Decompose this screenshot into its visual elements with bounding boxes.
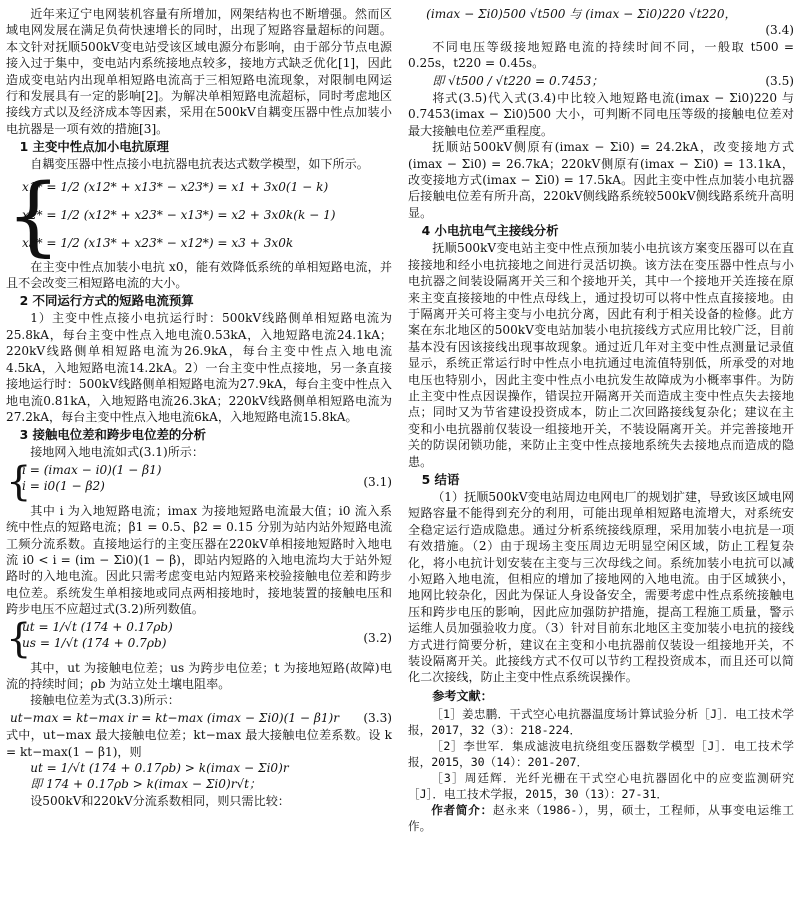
equation-3-3-body: ut−max = kt−max ir = kt−max (imax − Σi0)(1 − β1)r — [10, 710, 340, 725]
equation-3-1-line-b: i = i0(1 − β2) — [22, 479, 105, 494]
equation-3-2-line-a: ut = 1/√t (174 + 0.17ρb) — [22, 619, 173, 634]
right-column — [408, 6, 794, 834]
section-4-title: 4 小电抗电气主接线分析 — [421, 223, 559, 239]
section-3-paragraph-4: 接触电位差为式(3.3)所示： — [30, 693, 180, 708]
section-5-title: 5 结语 — [421, 471, 460, 487]
equation-3-5-body: 即 √t500 / √t220 = 0.7453； — [432, 73, 604, 88]
right-paragraph-2: 将式(3.5)代入式(3.4)中比较入地短路电流(imax − Σi0)220 与 0.7453(imax − Σi0)500 大小，可判断不同电压等级的接触电位差对最大接触电位差严重程度。 — [408, 91, 794, 138]
equation-x3: x3* = 1/2 (x13* + x23* − x12*) = x3 + 3x0k — [22, 235, 294, 250]
section-3-paragraph-2: 其中 i 为入地短路电流；imax 为接地短路电流最大值；i0 流入系统中性点的短路电流；β1 = 0.5、β2 = 0.15 分别为站内站外短路电流工频分流系数。直接地运行的主变压器在220kV单相接地短路时入地电流 i0 < i = (im − Σi0)(1 − β)，即站内短路的入地电流均大于站外短路时的入地电流。因此只需考虑变电站内短路来校验接触电位差和跨步电位差。系统发生单相接地或同点两相接地时，接地装置的接触电压和跨步电压不应超过式(3.2)所列数值。 — [6, 503, 392, 617]
equation-3-3 — [6, 710, 392, 726]
section-3-paragraph-6: 设500kV和220kV分流系数相同，则只需比较： — [30, 793, 290, 808]
section-3-paragraph-1: 接地网入地电流如式(3.1)所示： — [30, 445, 204, 460]
section-3-title: 3 接触电位差和跨步电位差的分析 — [19, 427, 207, 443]
section-1-title: 1 主变中性点加小电抗原理 — [19, 139, 169, 155]
author-info — [408, 802, 794, 834]
section-3-paragraph-3: 其中，ut 为接触电位差；us 为跨步电位差；t 为接地短路(故障)电流的持续时间；ρb 为站立处土壤电阻率。 — [6, 660, 392, 691]
equation-number: (3.1) — [363, 474, 392, 489]
section-2-title: 2 不同运行方式的短路电流预算 — [19, 293, 194, 309]
equation-3-1: { i = (imax − i0)(1 − β1) i = i0(1 − β2) (3.1) — [6, 458, 392, 505]
equation-number: (3.3) — [363, 710, 392, 725]
inequality-1: ut = 1/√t (174 + 0.17ρb) > k(imax − Σi0)r — [30, 761, 289, 775]
intro-paragraph: 近年来辽宁电网装机容量有所增加，网架结构也不断增强。然而区域电网发展在满足负荷快速增长的同时，出现了短路容量超标的问题。本文针对抚顺500kV变电站受该区域电源分布影响，由于部分节点电源接入过于集中，变电站内系统接地点较多，接地方式缺乏优化[1]，因此造成变电站内出现单相短路电流高于三相短路电流现象，对限制电网运行和发展具有一定的影响[2]。为解决单相短路电流超标，同时考虑地区接线方式以及经济成本等因素，采用在500kV自耦变压器中性点加装小电抗器是一项有效的措施[3]。 — [6, 7, 392, 136]
equation-number: (3.2) — [363, 631, 392, 646]
right-paragraph-1: 不同电压等级接地短路电流的持续时间不同，一般取 t500 = 0.25s，t220 = 0.45s。 — [408, 39, 794, 71]
references-title: 参考文献： — [432, 688, 493, 703]
equation-x2: x2* = 1/2 (x12* + x23* − x13*) = x2 + 3x0k(k − 1) — [22, 207, 336, 222]
equation-x1: x1* = 1/2 (x12* + x13* − x23*) = x1 + 3x0(1 − k) — [22, 179, 329, 194]
right-paragraph-3: 抚顺站500kV侧原有(imax − Σi0) = 24.2kA，改变接地方式(imax − Σi0) = 26.7kA；220kV侧原有(imax − Σi0) = 13.1kA，改变接地方式(imax − Σi0) = 17.5kA。因此主变中性点加装小电抗器后接触电位差有所升高，220kV侧线路系统较500kV侧线路系统升高明显。 — [408, 140, 794, 220]
equation-number: (3.5) — [765, 73, 794, 88]
reference-2: ［2］李世军．集成滤波电抗绕组变压器数学模型［J］．电工技术学报，2015，30（14）：201-207． — [408, 739, 794, 770]
equation-system-1 — [6, 165, 392, 266]
author-label: 作者简介： — [431, 803, 493, 818]
section-2-paragraph: 1）主变中性点接小电抗运行时：500kV线路侧单相短路电流为25.8kA，每台主变中性点入地电流0.53kA，入地短路电流24.1kA；220kV线路侧单相短路电流为26.9kA，每台主变中性点入地电流4.5kA，入地短路电流14.2kA。2）一台主变中性点接地，另一条直接接地运行时：500kV线路侧单相短路电流为27.9kA，每台主变中性点入地电流0.81kA，入地短路电流26.3kA；220kV线路侧单相短路电流为27.2kA，每台主变中性点入地电流6kA，入地短路电流15.8kA。 — [6, 311, 392, 424]
equation-3-1-line-a: i = (imax − i0)(1 − β1) — [22, 462, 162, 477]
reference-1: ［1］姜忠鹏．干式空心电抗器温度场计算试验分析［J］．电工技术学报，2017，32（3）：218-224． — [408, 707, 794, 738]
section-1-paragraph: 自耦变压器中性点接小电抗器电抗表达式数学模型，如下所示。 — [30, 157, 369, 172]
comparison-formula: (imax − Σi0)500 √t500 与 (imax − Σi0)220 √t220， — [426, 7, 737, 21]
equation-3-2-line-b: us = 1/√t (174 + 0.7ρb) — [22, 635, 167, 650]
left-brace: { — [6, 165, 61, 266]
equation-3-2: { ut = 1/√t (174 + 0.17ρb) us = 1/√t (174 + 0.7ρb) (3.2) — [6, 615, 392, 662]
reference-3: ［3］周廷辉．光纤光栅在干式空心电抗器固化中的应变监测研究［J］．电工技术学报，2015，30（13）：27-31． — [408, 771, 794, 802]
section-4-paragraph: 抚顺500kV变电站主变中性点预加装小电抗该方案变压器可以在直接接地和经小电抗接地之间进行灵活切换。该方法在变压器中性点与小电抗器之间装设隔离开关三和个接地开关，其中一个接地开关连接在原来主变直接接地的中性点母线上，通过投切可以将中性点直接接地。由于隔离开关可将主变与小电抗分离，因此有利于相关设备的检修。此方案在东北地区的500kV变电站加装小电抗接线方式应用比较广泛，目前基本没有因该接线出现事故现象。通过近几年对主变中性点测量记录值显示，系统正常运行时中性点小电抗通过电流值特别低，所承受的对地电压也特别小，因此主变中性点小电抗发生故障成为小概率事件。为防止主变中性点因误操作，错误拉开隔离开关而造成主变中性点失去接地点；同时又为节省建设投资成本，防止二次回路接线复杂化；建议在主变和小电抗器前仅装设一组接地开关，不装设隔离开关。并完善接地开关的防误闭锁功能，来防止主变中性点接地系统失去接地点而造成的隐患。 — [408, 241, 794, 469]
inequality-2: 即 174 + 0.17ρb > k(imax − Σi0)r√t； — [30, 777, 262, 792]
author-text: 赵永来（1986-），男，硕士，工程师，从事变电运维工作。 — [408, 803, 794, 834]
section-5-paragraph: （1）抚顺500kV变电站周边电网电厂的规划扩建，导致该区域电网短路容量不能得到充分的利用，可能出现单相短路电流增大，对系统安全稳定运行造成隐患。通过分析系统接线原理，采用加装小电抗是一项有效措施。（2）由于现场主变压周边无明显空闲区域，防止工程复杂化，将小电抗计划安装在主变与三次母线之间。系统加装小电抗可以减小短路入地电流，但相应的增加了接地网的入地电流。由于区域狭小，地网比较杂化，因此为保证人身设备安全，需要考虑中性点系统接触电压和跨步电压的影响，因此应加强防护措施，提高工程施工质量，警示运维人员加强验收力度。（3）针对目前东北地区主变加装小电抗的接线方式进行简要分析，建议在主变和小电抗器前仅装设一组接地开关，不装设隔离开关。此接线方式不仅可以节约工程投资成本，而且还可以简化二次接线，防止主变中性点系统误操作。 — [408, 489, 794, 685]
section-3-paragraph-5: 式中，ut−max 最大接触电位差；kt−max 最大接触电位差系数。设 k = kt−max(1 − β1)，则 — [6, 728, 392, 759]
equation-number: (3.4) — [765, 23, 794, 38]
equation-3-5 — [408, 73, 794, 89]
left-column — [6, 6, 392, 809]
section-1-paragraph-2: 在主变中性点加装小电抗 x0，能有效降低系统的单相短路电流，并且不会改变三相短路电流的大小。 — [6, 259, 392, 291]
